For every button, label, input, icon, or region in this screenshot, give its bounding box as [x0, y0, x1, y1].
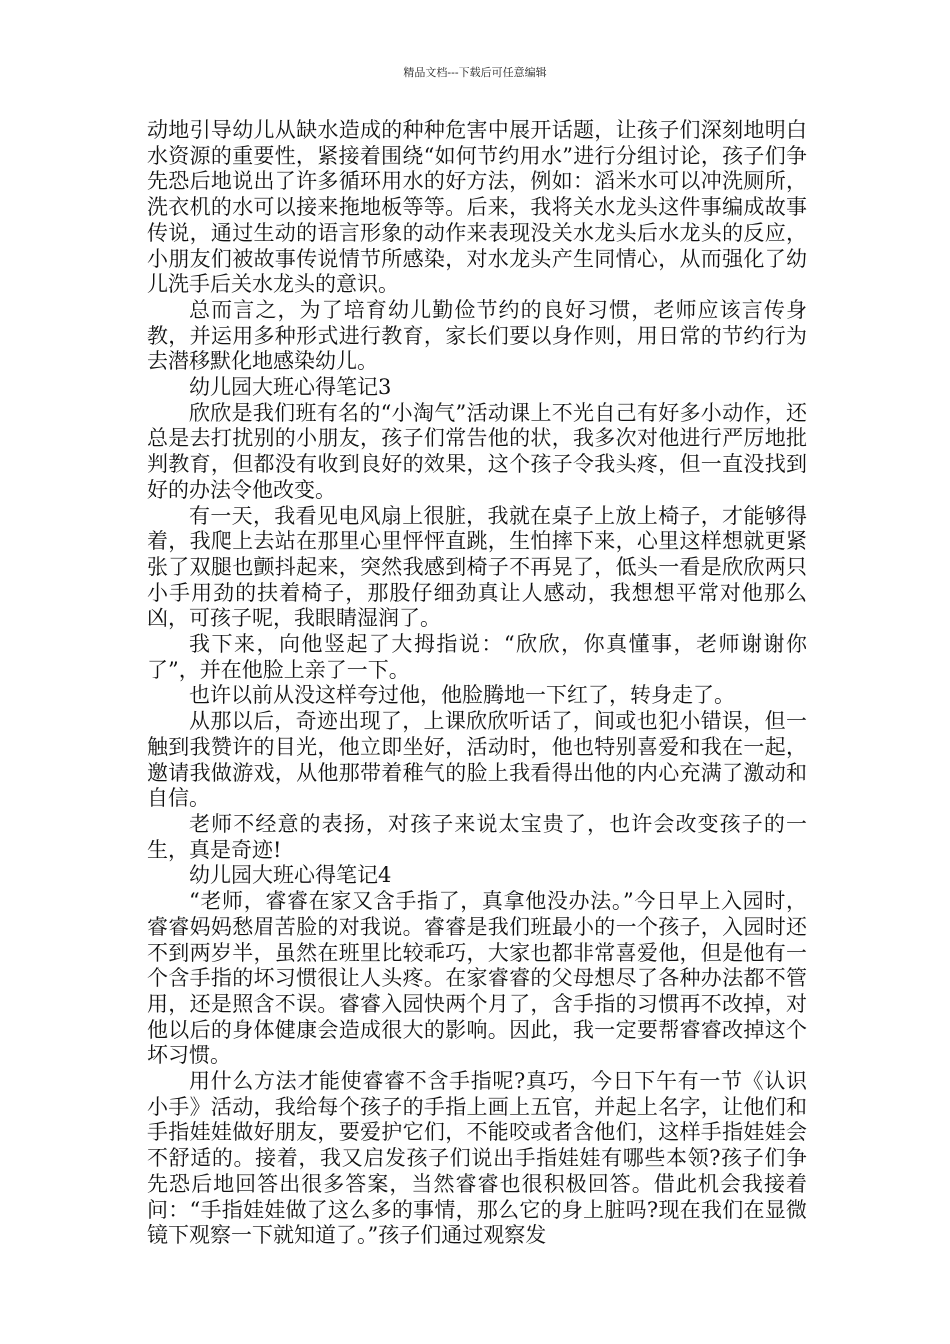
- paragraph: “老师，睿睿在家又含手指了，真拿他没办法。”今日早上入园时，睿睿妈妈愁眉苦脸的对我说。睿睿是我们班最小的一个孩子，入园时还不到两岁半，虽然在班里比较乖巧，大家也都非常喜爱他，但是他有一个含手指的坏习惯很让人头疼。在家睿睿的父母想尽了各种办法都不管用，还是照含不误。睿睿入园快两个月了，含手指的习惯再不改掉，对他以后的身体健康会造成很大的影响。因此，我一定要帮睿睿改掉这个坏习惯。: [147, 889, 807, 1068]
- paragraph-continuation: 动地引导幼儿从缺水造成的种种危害中展开话题，让孩子们深刻地明白水资源的重要性，紧接着围绕“如何节约用水”进行分组讨论，孩子们争先恐后地说出了许多循环用水的好方法，例如：滔米水可以冲洗厕所，洗衣机的水可以接来拖地板等等。后来，我将关水龙头这件事编成故事传说，通过生动的语言形象的动作来表现没关水龙头后水龙头的反应，小朋友们被故事传说情节所感染，对水龙头产生同情心，从而强化了幼儿洗手后关水龙头的意识。: [147, 118, 807, 297]
- paragraph: 总而言之，为了培育幼儿勤俭节约的良好习惯，老师应该言传身教，并运用多种形式进行教育，家长们要以身作则，用日常的节约行为去潜移默化地感染幼儿。: [147, 297, 807, 374]
- page-header: 精品文档---下载后可任意编辑: [403, 66, 547, 79]
- paragraph: 欣欣是我们班有名的“小淘气”活动课上不光自己有好多小动作，还总是去打扰别的小朋友，孩子们常告他的状，我多次对他进行严厉地批判教育，但都没有收到良好的效果，这个孩子令我头疼，但一直没找到好的办法令他改变。: [147, 400, 807, 502]
- paragraph: 有一天，我看见电风扇上很脏，我就在桌子上放上椅子，才能够得着，我爬上去站在那里心里怦怦直跳，生怕摔下来，心里这样想就更紧张了双腿也颤抖起来，突然我感到椅子不再晃了，低头一看是欣欣两只小手用劲的扶着椅子，那股仔细劲真让人感动，我想想平常对他那么凶，可孩子呢，我眼睛湿润了。: [147, 503, 807, 631]
- paragraph: 老师不经意的表扬，对孩子来说太宝贵了，也许会改变孩子的一生，真是奇迹!: [147, 811, 807, 862]
- paragraph: 用什么方法才能使睿睿不含手指呢?真巧，今日下午有一节《认识小手》活动，我给每个孩子的手指上画上五官，并起上名字，让他们和手指娃娃做好朋友，要爱护它们，不能咬或者含他们，这样手指娃娃会不舒适的。接着，我又启发孩子们说出手指娃娃有哪些本领?孩子们争先恐后地回答出很多答案，当然睿睿也很积极回答。借此机会我接着问：“手指娃娃做了这么多的事情，那么它的身上脏吗?现在我们在显微镜下观察一下就知道了。”孩子们通过观察发: [147, 1069, 807, 1248]
- paragraph: 我下来，向他竖起了大拇指说：“欣欣，你真懂事，老师谢谢你了”，并在他脸上亲了一下。: [147, 632, 807, 682]
- section-heading: 幼儿园大班心得笔记4: [189, 863, 392, 888]
- document-body: [147, 118, 807, 1249]
- paragraph: 从那以后，奇迹出现了，上课欣欣听话了，间或也犯小错误，但一触到我赞许的目光，他立即坐好，活动时，他也特别喜爱和我在一起，邀请我做游戏，从他那带着稚气的脸上我看得出他的内心充满了激动和自信。: [147, 709, 807, 811]
- paragraph: 也许以前从没这样夸过他，他脸腾地一下红了，转身走了。: [189, 683, 735, 708]
- section-heading: 幼儿园大班心得笔记3: [189, 375, 392, 400]
